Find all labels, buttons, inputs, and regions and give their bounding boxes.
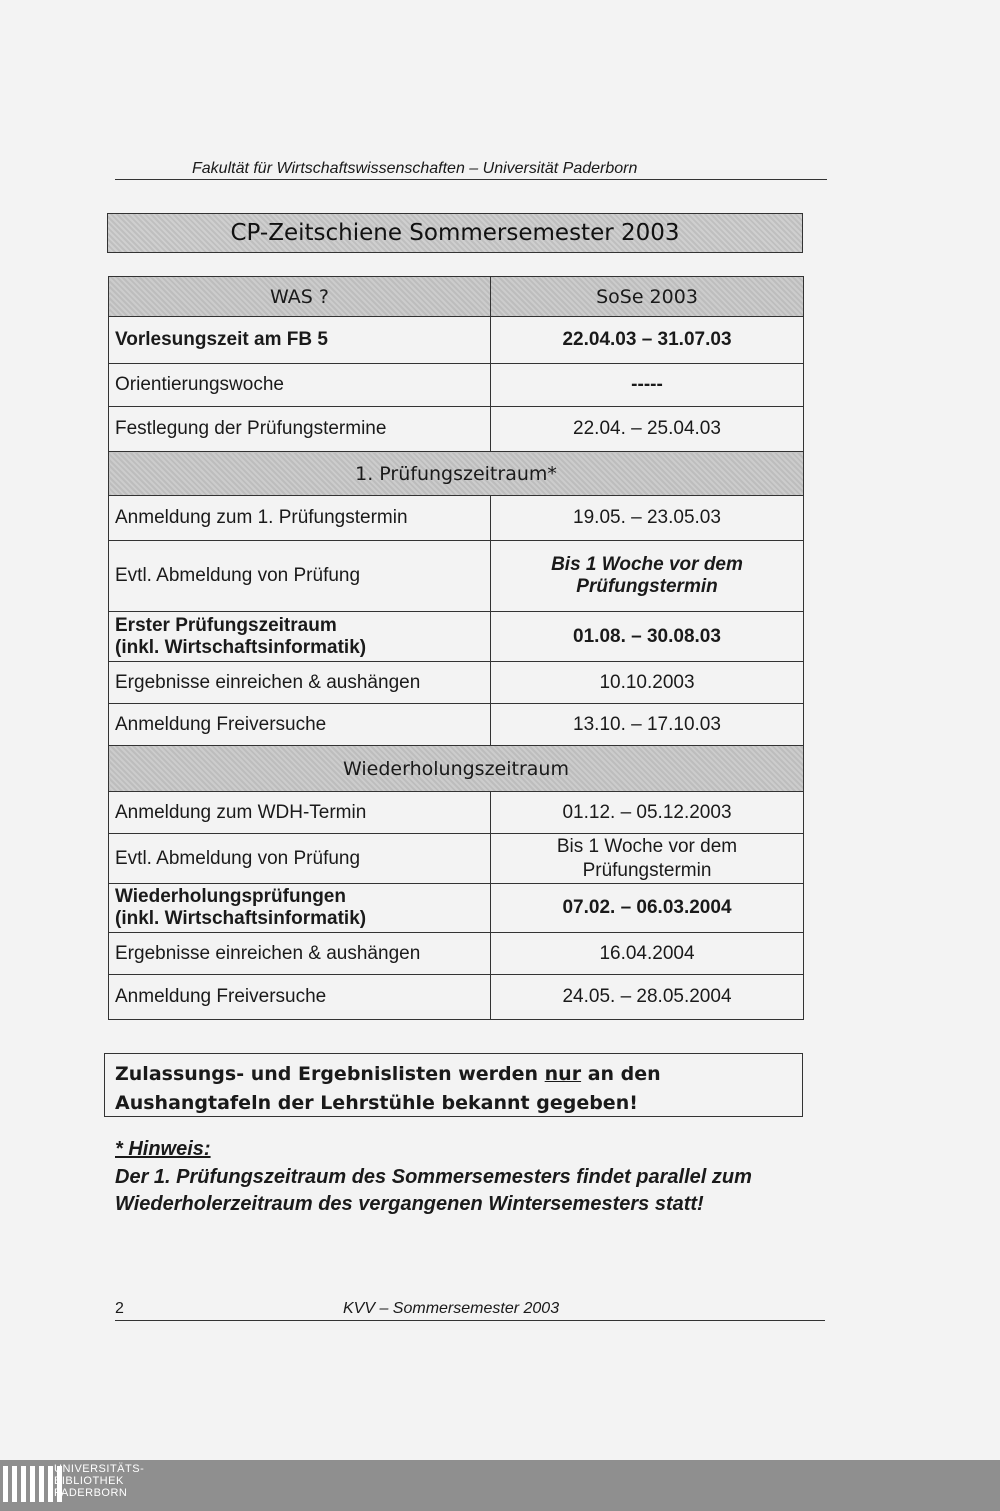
header-text: Fakultät für Wirtschaftswissenschaften – Universität Paderborn	[192, 160, 638, 177]
row-label: Festlegung der Prüfungstermine	[109, 407, 491, 452]
row-label: Anmeldung Freiversuche	[109, 704, 491, 746]
schedule-table	[108, 276, 804, 1020]
library-bar	[0, 1460, 1000, 1511]
row-label: Ergebnisse einreichen & aushängen	[109, 933, 491, 975]
row-label: Anmeldung Freiversuche	[109, 975, 491, 1020]
row-value: 01.12. – 05.12.2003	[491, 792, 804, 834]
row-label-line2: (inkl. Wirtschaftsinformatik)	[115, 636, 367, 658]
row-value: 10.10.2003	[491, 662, 804, 704]
page-header	[115, 160, 827, 180]
row-value: 24.05. – 28.05.2004	[491, 975, 804, 1020]
row-label-line1: Wiederholungsprüfungen	[115, 886, 346, 907]
notice-box	[104, 1053, 803, 1117]
table-header-row	[109, 277, 804, 317]
notice-text-after: an den Aushangtafeln der Lehrstühle bekannt gegeben!	[115, 1063, 661, 1114]
col-header-was: WAS ?	[109, 277, 491, 317]
notice-text-before: Zulassungs- und Ergebnislisten werden	[115, 1063, 545, 1085]
row-value: 22.04. – 25.04.03	[491, 407, 804, 452]
table-row	[109, 884, 804, 933]
footer-text: KVV – Sommersemester 2003	[343, 1300, 560, 1317]
notice-text-underlined: nur	[544, 1063, 582, 1085]
row-label-line2: (inkl. Wirtschaftsinformatik)	[115, 908, 367, 929]
table-row	[109, 834, 804, 884]
row-value: 19.05. – 23.05.03	[491, 496, 804, 541]
row-label: Evtl. Abmeldung von Prüfung	[109, 834, 491, 884]
table-row	[109, 317, 804, 364]
page-footer	[115, 1300, 825, 1321]
table-row	[109, 496, 804, 541]
row-value: Bis 1 Woche vor dem Prüfungstermin	[491, 541, 804, 612]
row-label: Anmeldung zum 1. Prüfungstermin	[109, 496, 491, 541]
row-value: 16.04.2004	[491, 933, 804, 975]
table-row	[109, 975, 804, 1020]
table-row	[109, 933, 804, 975]
row-label	[109, 884, 491, 933]
row-value: 22.04.03 – 31.07.03	[491, 317, 804, 364]
library-line2: BIBLIOTHEK	[54, 1475, 124, 1487]
row-label: Orientierungswoche	[109, 364, 491, 407]
row-value: 01.08. – 30.08.03	[491, 612, 804, 662]
library-line3: PADERBORN	[54, 1487, 128, 1499]
row-label-line1: Erster Prüfungszeitraum	[115, 614, 337, 636]
col-header-sose: SoSe 2003	[491, 277, 804, 317]
row-label: Anmeldung zum WDH-Termin	[109, 792, 491, 834]
section-title-pruefungszeitraum: 1. Prüfungszeitraum*	[109, 452, 804, 496]
title-banner	[107, 213, 803, 253]
row-label: Vorlesungszeit am FB 5	[109, 317, 491, 364]
section-title-wiederholungszeitraum: Wiederholungszeitraum	[109, 746, 804, 792]
section-row	[109, 452, 804, 496]
table-row	[109, 704, 804, 746]
page-number: 2	[115, 1300, 124, 1317]
row-value: 13.10. – 17.10.03	[491, 704, 804, 746]
library-name	[54, 1463, 144, 1499]
row-value: -----	[491, 364, 804, 407]
table-row	[109, 662, 804, 704]
row-value: 07.02. – 06.03.2004	[491, 884, 804, 933]
row-label: Evtl. Abmeldung von Prüfung	[109, 541, 491, 612]
table-row	[109, 792, 804, 834]
hint-text: Der 1. Prüfungszeitraum des Sommersemesters findet parallel zum Wiederholerzeitraum des vergangenen Wintersemesters statt!	[115, 1166, 752, 1215]
table-row	[109, 612, 804, 662]
hint-title: * Hinweis:	[115, 1138, 211, 1160]
banner-title: CP-Zeitschiene Sommersemester 2003	[230, 220, 680, 246]
row-value: Bis 1 Woche vor dem Prüfungstermin	[491, 834, 804, 884]
table-row	[109, 541, 804, 612]
row-label	[109, 612, 491, 662]
section-row	[109, 746, 804, 792]
table-row	[109, 364, 804, 407]
row-label: Ergebnisse einreichen & aushängen	[109, 662, 491, 704]
table-row	[109, 407, 804, 452]
library-line1: UNIVERSITÄTS-	[54, 1463, 145, 1475]
